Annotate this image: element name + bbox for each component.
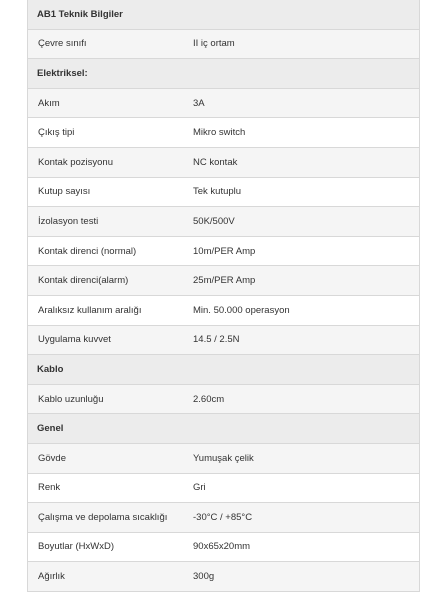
spec-value: Min. 50.000 operasyon xyxy=(193,304,290,316)
spec-table xyxy=(27,0,420,592)
spec-label: Kontak direnci(alarm) xyxy=(38,275,129,287)
spec-label: Renk xyxy=(38,482,61,494)
section-header-electrical xyxy=(28,59,419,89)
spec-label: Kablo uzunluğu xyxy=(38,393,104,405)
section-header-technical-info xyxy=(28,0,419,30)
spec-row-temperature xyxy=(28,503,419,533)
spec-value: Tek kutuplu xyxy=(193,186,242,198)
spec-value: 10m/PER Amp xyxy=(193,245,256,257)
section-title: Elektriksel: xyxy=(37,67,88,79)
spec-value: Gri xyxy=(193,482,206,494)
spec-value: 2.60cm xyxy=(193,393,225,405)
spec-row-cable-length xyxy=(28,385,419,415)
spec-row-contact-resistance-alarm xyxy=(28,266,419,296)
spec-row-contact-position xyxy=(28,148,419,178)
spec-value: 300g xyxy=(193,571,215,583)
spec-label: Boyutlar (HxWxD) xyxy=(38,541,115,553)
spec-value: 3A xyxy=(193,97,205,109)
spec-row-color xyxy=(28,474,419,504)
spec-row-applied-force xyxy=(28,326,419,356)
spec-value: Mikro switch xyxy=(193,127,246,139)
spec-value: -30°C / +85°C xyxy=(193,511,253,523)
spec-value: 14.5 / 2.5N xyxy=(193,334,240,346)
spec-value: 50K/500V xyxy=(193,215,235,227)
section-header-general xyxy=(28,414,419,444)
spec-row-contact-resistance-normal xyxy=(28,237,419,267)
spec-label: Gövde xyxy=(38,452,66,464)
spec-value: Yumuşak çelik xyxy=(193,452,254,464)
section-title: Genel xyxy=(37,423,64,435)
spec-value: 90x65x20mm xyxy=(193,541,251,553)
spec-row-pole-count xyxy=(28,178,419,208)
spec-label: Kontak pozisyonu xyxy=(38,156,113,168)
section-title: AB1 Teknik Bilgiler xyxy=(37,8,123,20)
spec-label: Ağırlık xyxy=(38,571,65,583)
spec-label: Çıkış tipi xyxy=(38,127,75,139)
spec-row-dimensions xyxy=(28,533,419,563)
spec-label: Çalışma ve depolama sıcaklığı xyxy=(38,511,168,523)
spec-row-weight xyxy=(28,562,419,592)
spec-label: Aralıksız kullanım aralığı xyxy=(38,304,142,316)
spec-value: II iç ortam xyxy=(193,38,235,50)
spec-row-current xyxy=(28,89,419,119)
section-title: Kablo xyxy=(37,363,64,375)
spec-row-continuous-use xyxy=(28,296,419,326)
spec-row-body xyxy=(28,444,419,474)
spec-label: Kutup sayısı xyxy=(38,186,91,198)
spec-label: Uygulama kuvvet xyxy=(38,334,111,346)
spec-label: Akım xyxy=(38,97,60,109)
spec-value: NC kontak xyxy=(193,156,238,168)
spec-label: Kontak direnci (normal) xyxy=(38,245,137,257)
spec-row-output-type xyxy=(28,118,419,148)
section-header-cable xyxy=(28,355,419,385)
spec-row-environment-class xyxy=(28,30,419,60)
spec-row-insulation-test xyxy=(28,207,419,237)
spec-label: İzolasyon testi xyxy=(38,215,99,227)
spec-value: 25m/PER Amp xyxy=(193,275,256,287)
spec-label: Çevre sınıfı xyxy=(38,38,87,50)
